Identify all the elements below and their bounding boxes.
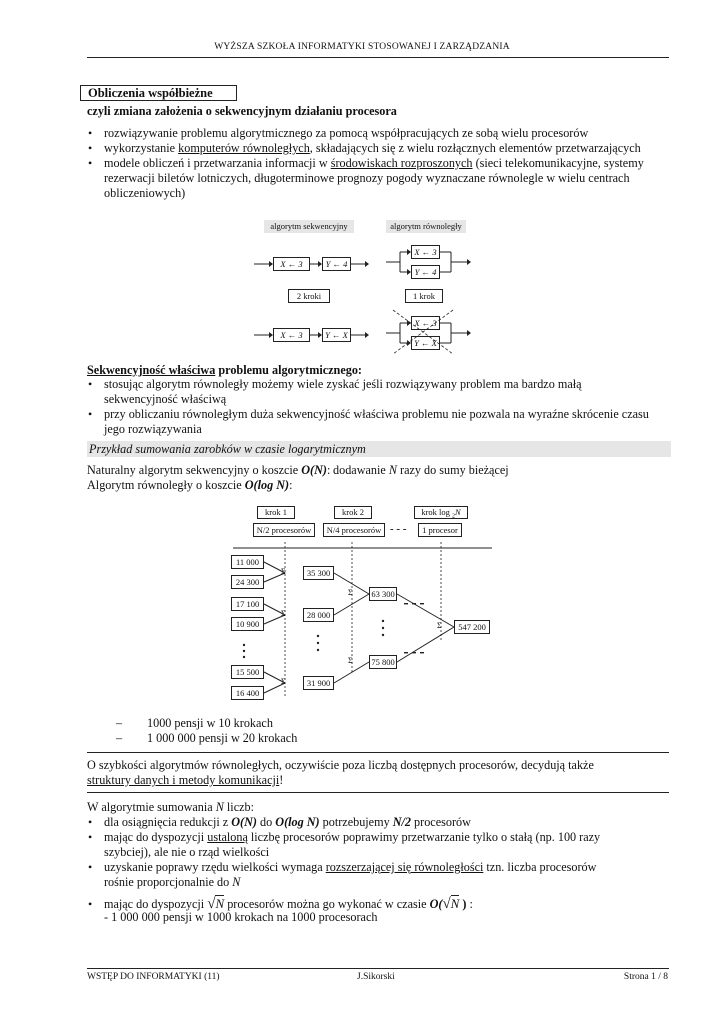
final-example-line: - 1 000 000 pensji w 1000 krokach na 1000 procesorach xyxy=(104,910,378,924)
sequentiality-bullet-list xyxy=(87,377,657,437)
sigma-symbol: Σ xyxy=(437,621,442,630)
ellipsis-dashes: - - - xyxy=(390,523,407,535)
partial-sum: 35 300 xyxy=(303,566,334,580)
list-item: • mając do dyspozycji ustaloną liczbę procesorów poprawimy przetwarzanie tylko o stałą (np. 100 razy szybciej), ale nie o rząd wielkości xyxy=(87,830,627,860)
sequential-vs-parallel-diagram xyxy=(240,218,480,358)
input-value: 10 900 xyxy=(231,617,264,631)
sigma-symbol: Σ xyxy=(281,567,286,576)
inherent-sequentiality-heading: Sekwencyjność właściwa problemu algorytmicznego: xyxy=(87,363,362,377)
seq2-step-x3: X ← 3 xyxy=(273,328,310,342)
section-title-box: Obliczenia współbieżne xyxy=(80,85,237,101)
list-item: • mając do dyspozycji √N procesorów można go wykonać w czasie O(√N ) : xyxy=(87,895,627,913)
list-item: – 1000 pensji w 10 krokach xyxy=(116,716,273,730)
sigma-symbol: Σ xyxy=(281,609,286,618)
list-item: – 1 000 000 pensji w 20 krokach xyxy=(116,731,298,745)
par2-step-yx: Y ← X xyxy=(411,336,440,350)
input-value: 15 500 xyxy=(231,665,264,679)
sigma-symbol: Σ xyxy=(348,656,353,665)
intro-bullet-list xyxy=(87,126,665,201)
par-step-x3: X ← 3 xyxy=(411,245,440,259)
partial-sum: 31 900 xyxy=(303,676,334,690)
list-item: • uzyskanie poprawy rzędu wielkości wymaga rozszerzającej się równoległości tzn. liczba procesorów rośnie proporcjonalnie do N xyxy=(87,860,627,890)
par-step-y4: Y ← 4 xyxy=(411,265,440,279)
step-2-label: krok 2 xyxy=(334,506,372,519)
sigma-symbol: Σ xyxy=(281,677,286,686)
summation-bullet-list xyxy=(87,815,627,913)
summation-intro: W algorytmie sumowania N liczb: xyxy=(87,800,254,814)
seq-step-x3: X ← 3 xyxy=(273,257,310,271)
seq-steps-count: 2 kroki xyxy=(288,289,330,303)
partial-sum: 75 800 xyxy=(369,655,397,669)
partial-sum: 28 000 xyxy=(303,608,334,622)
par-steps-count: 1 krok xyxy=(405,289,443,303)
input-value: 16 400 xyxy=(231,686,264,700)
footer-rule xyxy=(87,968,669,969)
page-header: WYŻSZA SZKOŁA INFORMATYKI STOSOWANEJ I ZARZĄDZANIA xyxy=(214,42,510,52)
list-item: • dla osiągnięcia redukcji z O(N) do O(log N) potrzebujemy N/2 procesorów xyxy=(87,815,627,830)
footer-author: J.Sikorski xyxy=(357,972,395,982)
example-banner: Przykład sumowania zarobków w czasie logarytmicznym xyxy=(87,441,671,457)
parallel-cost-line: Algorytm równoległy o koszcie O(log N): xyxy=(87,478,293,492)
section-subtitle: czyli zmiana założenia o sekwencyjnym działaniu procesora xyxy=(87,104,397,118)
step-count-list xyxy=(87,716,647,746)
list-item: • wykorzystanie komputerów równoległych, składających się z wielu rozłącznych elementów przetwarzających xyxy=(87,141,665,156)
parallel-sum-diagram xyxy=(225,500,500,710)
list-item: • modele obliczeń i przetwarzania informacji w środowiskach rozproszonych (sieci telekomunikacyjne, systemy rezerwacji biletów lotniczych, długoterminowe prognozy pogody wyznaczane równolegle w wielu centrach obliczeniowych) xyxy=(87,156,665,201)
step-log-label: krok log $_2$N xyxy=(414,506,468,519)
list-item: • stosując algorytm równoległy możemy wiele zyskać jeśli rozwiązywany problem ma bardzo małą sekwencyjność właściwą xyxy=(87,377,657,407)
list-item: • rozwiązywanie problemu algorytmicznego za pomocą współpracujących ze sobą wielu procesorów xyxy=(87,126,665,141)
speed-note: O szybkości algorytmów równoległych, oczywiście poza liczbą dostępnych procesorów, decydują także struktury danych i metody komunikacji! xyxy=(87,758,594,787)
footer-page-number: Strona 1 / 8 xyxy=(623,972,668,982)
step-1-label: krok 1 xyxy=(257,506,295,519)
list-item: • przy obliczaniu równoległym duża sekwencyjność właściwa problemu nie pozwala na wyraźne skrócenie czasu jego rozwiązywania xyxy=(87,407,657,437)
label-sequential: algorytm sekwencyjny xyxy=(264,220,354,233)
footer-course: WSTĘP DO INFORMATYKI (11) xyxy=(87,972,220,982)
partial-sum: 63 300 xyxy=(369,587,397,601)
sequential-cost-line: Naturalny algorytm sekwencyjny o koszcie O(N): xyxy=(87,463,331,477)
seq2-step-yx: Y ← X xyxy=(322,328,351,342)
input-value: 17 100 xyxy=(231,597,264,611)
par2-step-x3: X ← 3 xyxy=(411,316,440,330)
seq-step-y4: Y ← 4 xyxy=(322,257,351,271)
note-top-rule xyxy=(87,752,669,753)
processors-n4: N/4 procesorów xyxy=(323,523,385,537)
input-value: 24 300 xyxy=(231,575,264,589)
final-sum: 547 200 xyxy=(454,620,490,634)
input-value: 11 000 xyxy=(231,555,264,569)
processors-one: 1 procesor xyxy=(418,523,462,537)
label-parallel: algorytm równoległy xyxy=(386,220,466,233)
note-bottom-rule xyxy=(87,792,669,793)
processors-n2: N/2 procesorów xyxy=(253,523,315,537)
sigma-symbol: Σ xyxy=(348,588,353,597)
header-rule xyxy=(87,57,669,58)
sequential-description: dodawanie N razy do sumy bieżącej xyxy=(333,463,509,477)
